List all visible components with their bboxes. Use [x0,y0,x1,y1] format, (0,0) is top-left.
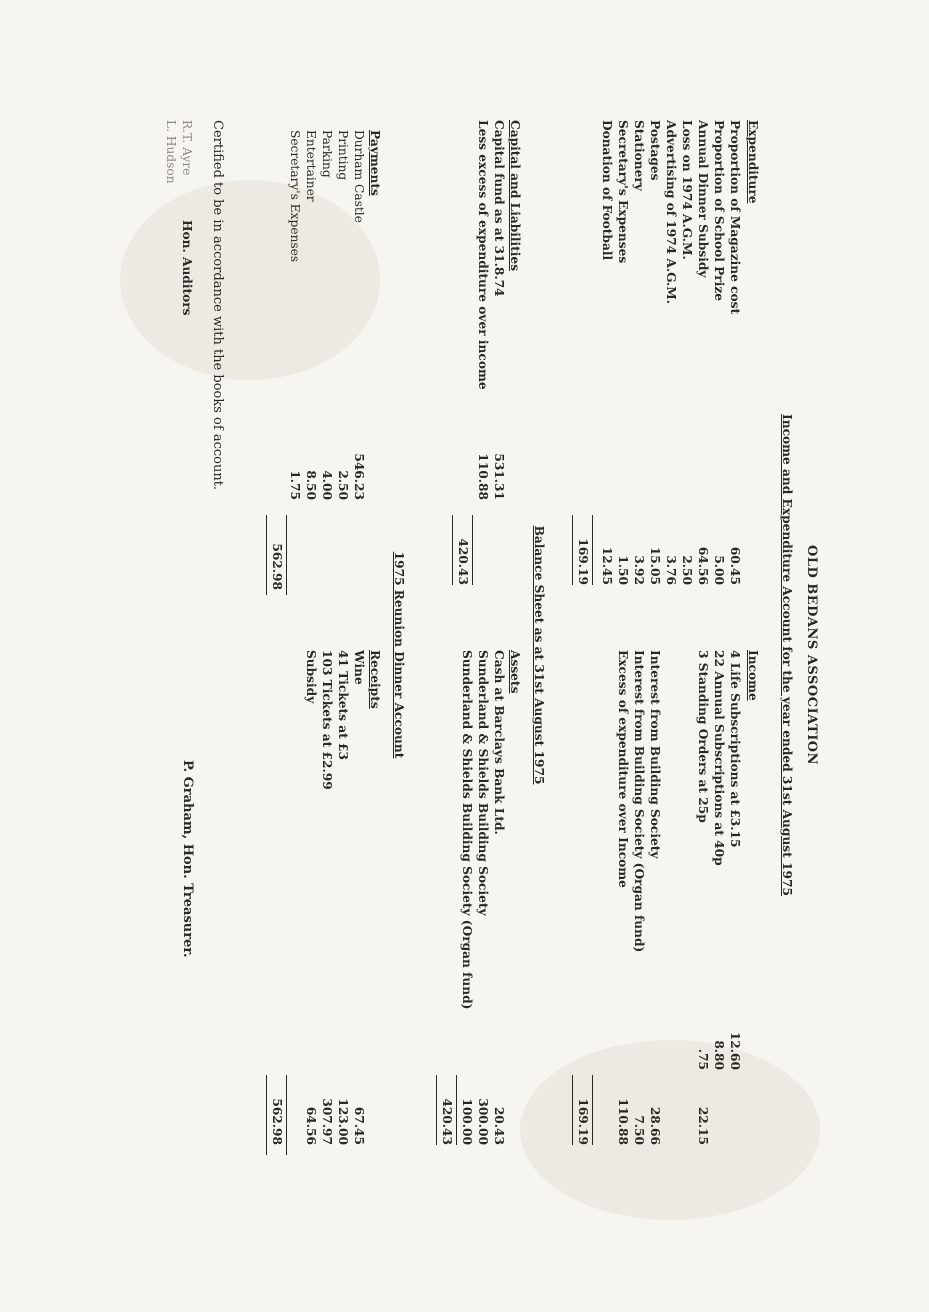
liabilities-heading: Capital and Liabilities [508,120,522,272]
auditor-1: R.T. Ayre [180,120,194,176]
payments-item-amount: 1.75 [288,470,302,500]
payments-item-amount: 8.50 [304,470,318,500]
expenditure-item-label: Annual Dinner Subsidy [696,120,710,278]
payments-item-label: Secretary's Expenses [288,130,302,263]
assets-heading: Assets [508,650,522,694]
income-item-label: Excess of expenditure over Income [616,650,630,888]
income-expenditure-title: Income and Expenditure Account for the year ended 31st August 1975 [780,414,794,896]
receipts-item-amount: 67.45 [352,1106,366,1145]
income-heading: Income [746,650,760,701]
expenditure-heading: Expenditure [746,120,760,204]
expenditure-item-amount: 2.50 [680,555,694,585]
expenditure-item-label: Postages [648,120,662,181]
reunion-dinner-title: 1975 Reunion Dinner Account [392,551,406,759]
income-rule-top [592,1075,593,1145]
expenditure-item-amount: 60.45 [728,546,742,585]
income-item-label: Interest from Building Society [648,650,662,859]
expenditure-item-label: Stationery [632,120,646,191]
liabilities-rule-top [472,515,473,585]
income-rule-bottom [572,1075,573,1145]
receipts-item-label: Subsidy [304,650,318,704]
balance-sheet-title: Balance Sheet as at 31st August 1975 [532,525,546,785]
assets-rule-top [456,1075,457,1145]
expenditure-item-label: Loss on 1974 A.G.M. [680,120,694,260]
income-item-amount: 22.15 [696,1106,710,1145]
expenditure-item-amount: 3.76 [664,555,678,585]
association-title: OLD BEDANS ASSOCIATION [804,545,819,765]
assets-item-amount: 100.00 [460,1098,474,1145]
liabilities-item-amount: 110.88 [476,453,490,500]
income-total: 169.19 [576,1098,590,1145]
expenditure-item-amount: 5.00 [712,555,726,585]
liabilities-rule-bottom [452,515,453,585]
income-item-label: 3 Standing Orders at 25p [696,650,710,823]
liabilities-item-label: Less excess of expenditure over income [476,120,490,390]
receipts-rule-top [286,1075,287,1155]
liabilities-total: 420.43 [456,538,470,585]
payments-item-label: Printing [336,130,350,181]
income-item-label: Interest from Building Society (Organ fund) [632,650,646,953]
expenditure-item-label: Proportion of Magazine cost [728,120,742,315]
expenditure-rule-top [592,515,593,585]
payments-heading: Payments [368,130,382,196]
rotated-accounts-sheet [119,120,819,1190]
income-item-label: 4 Life Subscriptions at £3.15 [728,650,742,848]
expenditure-total: 169.19 [576,538,590,585]
liabilities-item-amount: 531.31 [492,453,506,500]
income-item-label: 22 Annual Subscriptions at 40p [712,650,726,866]
auditors-title: Hon. Auditors [180,220,194,316]
payments-total: 562.98 [270,543,284,590]
income-item-amount: 7.50 [632,1115,646,1145]
expenditure-item-label: Secretary's Expenses [616,120,630,264]
assets-item-amount: 300.00 [476,1098,490,1145]
expenditure-item-amount: 64.56 [696,546,710,585]
expenditure-rule-bottom [572,515,573,585]
receipts-item-amount: 307.97 [320,1098,334,1145]
expenditure-item-amount: 3.92 [632,555,646,585]
income-item-amount: 28.66 [648,1106,662,1145]
receipts-item-amount: 123.00 [336,1098,350,1145]
expenditure-item-amount: 15.05 [648,546,662,585]
payments-rule-top [286,515,287,595]
income-item-subamount: .75 [696,1048,710,1070]
payments-item-label: Parking [320,130,334,178]
assets-rule-bottom [436,1075,437,1145]
income-item-amount: 110.88 [616,1098,630,1145]
expenditure-item-label: Proportion of School Prize [712,120,726,301]
payments-item-label: Durham Castle [352,130,366,223]
expenditure-item-amount: 12.45 [600,546,614,585]
receipts-heading: Receipts [368,650,382,709]
treasurer-signature: P. Graham, Hon. Treasurer. [180,760,195,958]
expenditure-item-label: Donation of Football [600,120,614,261]
payments-item-label: Entertainer [304,130,318,202]
auditor-2: L. Hudson [164,120,178,184]
payments-item-amount: 546.23 [352,453,366,500]
expenditure-item-amount: 1.50 [616,555,630,585]
assets-total: 420.43 [440,1098,454,1145]
assets-item-amount: 20.43 [492,1106,506,1145]
income-item-subamount: 8.80 [712,1040,726,1070]
receipts-item-label: 41 Tickets at £3 [336,650,350,760]
receipts-total: 562.98 [270,1098,284,1145]
receipts-item-label: Wine [352,650,366,685]
expenditure-item-label: Advertising of 1974 A.G.M. [664,120,678,305]
receipts-item-label: 103 Tickets at £2.99 [320,650,334,790]
assets-item-label: Cash at Barclays Bank Ltd. [492,650,506,835]
payments-item-amount: 2.50 [336,470,350,500]
payments-item-amount: 4.00 [320,470,334,500]
income-item-subamount: 12.60 [728,1031,742,1070]
liabilities-item-label: Capital fund as at 31.8.74 [492,120,506,297]
receipts-item-amount: 64.56 [304,1106,318,1145]
assets-item-label: Sunderland & Shields Building Society (Organ fund) [460,650,474,1010]
assets-item-label: Sunderland & Shields Building Society [476,650,490,916]
receipts-rule-bottom [266,1075,267,1155]
certification-text: Certified to be in accordance with the books of account. [210,120,225,491]
payments-rule-bottom [266,515,267,595]
